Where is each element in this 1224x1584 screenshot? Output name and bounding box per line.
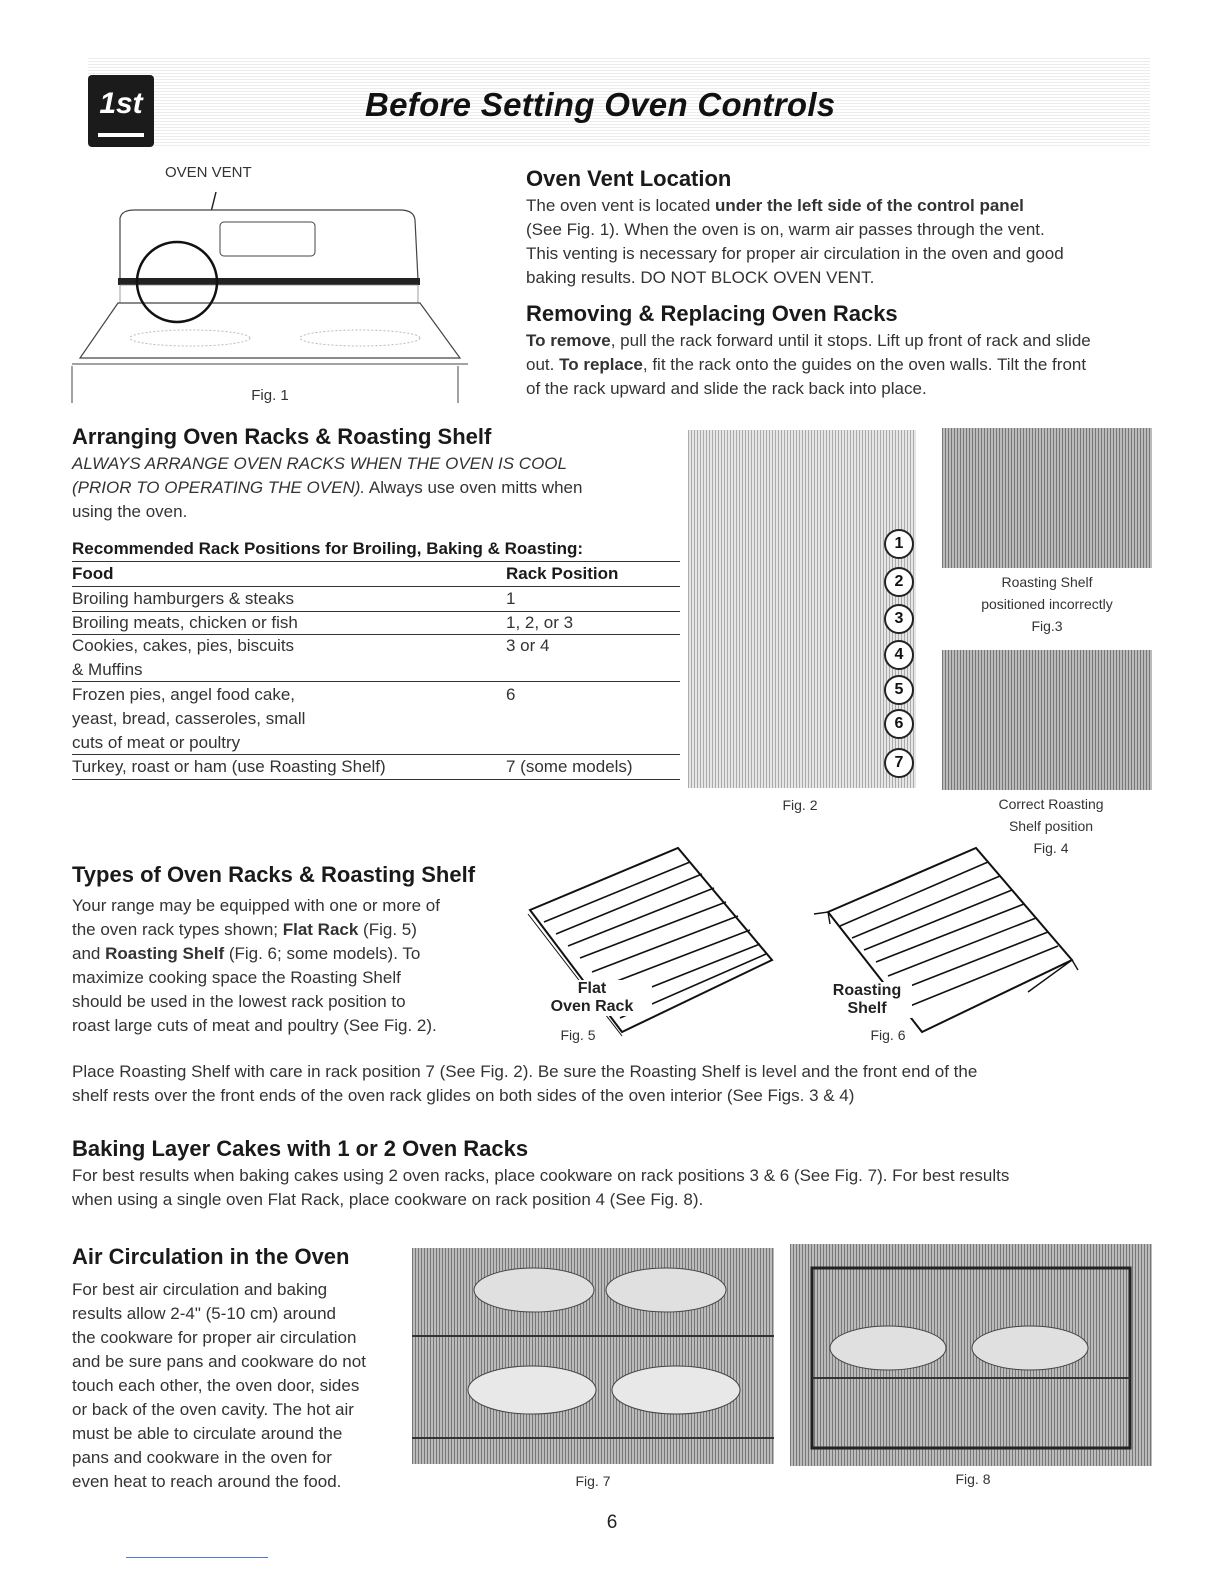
row-position: 6 (506, 685, 516, 704)
vent-line-1: The oven vent is located (526, 196, 716, 215)
remove-text: , pull the rack forward until it stops. Lift up front of rack and slide (610, 331, 1091, 350)
fig4-caption-line-3: Fig. 4 (1033, 840, 1069, 856)
air-line: pans and cookware in the oven for (72, 1448, 332, 1467)
row-position: 7 (some models) (506, 757, 633, 776)
fig3-caption-line-1: Roasting Shelf (1001, 574, 1093, 590)
fig5-label (532, 980, 652, 1016)
fig8-caption: Fig. 8 (955, 1471, 991, 1487)
oven-vent-label: OVEN VENT (165, 164, 252, 181)
flat-rack-bold: Flat Rack (282, 920, 359, 939)
arranging-italic-1: ALWAYS ARRANGE OVEN RACKS WHEN THE OVEN IS COOL (72, 454, 567, 473)
place-line-2: shelf rests over the front ends of the oven rack glides on both sides of the oven interior (See Figs. 3 & 4) (72, 1086, 855, 1105)
fig6-label-line-1: Roasting (832, 982, 902, 999)
rack-position-4: 4 (884, 640, 914, 670)
removing-paragraph (526, 329, 1156, 401)
fig7-caption: Fig. 7 (575, 1473, 611, 1489)
place-paragraph (72, 1060, 1162, 1108)
row-position: 3 or 4 (506, 636, 550, 655)
baking-line-1: For best results when baking cakes using 2 oven racks, place cookware on rack positions 3 & 6 (See Fig. 7). For best results (72, 1166, 1010, 1185)
fig3-caption (932, 571, 1162, 637)
rack-position-5: 5 (884, 675, 914, 705)
row-food: Broiling meats, chicken or fish (72, 613, 298, 632)
arranging-italic-2: (PRIOR TO OPERATING THE OVEN). (72, 478, 366, 497)
removing-heading: Removing & Replacing Oven Racks (526, 301, 898, 326)
types-line-1: Your range may be equipped with one or more of (72, 896, 440, 915)
types-heading: Types of Oven Racks & Roasting Shelf (72, 862, 476, 887)
table-rule-bottom (72, 779, 680, 780)
rack-position-1: 1 (884, 529, 914, 559)
page-number: 6 (606, 1512, 618, 1533)
vent-line-3: This venting is necessary for proper air circulation in the oven and good (526, 244, 1064, 263)
air-line: For best air circulation and baking (72, 1280, 328, 1299)
air-line: must be able to circulate around the (72, 1424, 343, 1443)
row-position: 1 (506, 589, 516, 608)
types-line-6: roast large cuts of meat and poultry (See Fig. 2). (72, 1016, 437, 1035)
fig4-caption-line-2: Shelf position (1008, 818, 1094, 834)
arranging-text-2: Always use oven mitts when (365, 478, 583, 497)
types-line-3-prefix: and (72, 944, 106, 963)
removing-line-3: of the rack upward and slide the rack back into place. (526, 379, 927, 398)
fig3-roasting-shelf-incorrect-photo (942, 428, 1152, 568)
replace-text: , fit the rack onto the guides on the oven walls. Tilt the front (642, 355, 1087, 374)
air-line: or back of the oven cavity. The hot air (72, 1400, 354, 1419)
arranging-paragraph (72, 452, 682, 524)
air-line: the cookware for proper air circulation (72, 1328, 357, 1347)
rack-position-3: 3 (884, 604, 914, 634)
air-heading: Air Circulation in the Oven (72, 1244, 350, 1269)
arranging-heading: Arranging Oven Racks & Roasting Shelf (72, 424, 492, 449)
vent-heading: Oven Vent Location (526, 166, 732, 191)
fig5-label-line-2: Oven Rack (550, 998, 634, 1015)
types-line-2-prefix: the oven rack types shown; (72, 920, 283, 939)
baking-paragraph (72, 1164, 1162, 1212)
air-line: and be sure pans and cookware do not (72, 1352, 366, 1371)
row-food-line-2: & Muffins (72, 660, 143, 679)
fig7-cake-pans (412, 1248, 774, 1464)
table-title: Recommended Rack Positions for Broiling, Baking & Roasting: (72, 539, 584, 558)
first-step-badge (88, 75, 154, 147)
col-food-header: Food (72, 564, 114, 583)
types-line-3-suffix: (Fig. 6; some models). To (224, 944, 421, 963)
remove-bold: To remove (526, 331, 611, 350)
table-rule (72, 681, 680, 682)
vent-line-2: (See Fig. 1). When the oven is on, warm air passes through the vent. (526, 220, 1045, 239)
fig1-caption: Fig. 1 (251, 387, 289, 404)
fig5-label-line-1: Flat (577, 980, 607, 997)
fig6-label-line-2: Shelf (847, 1000, 887, 1017)
page-title: Before Setting Oven Controls (365, 86, 836, 123)
removing-line-2-prefix: out. (526, 355, 560, 374)
types-line-2-suffix: (Fig. 5) (358, 920, 417, 939)
air-line: touch each other, the oven door, sides (72, 1376, 360, 1395)
fig2-oven-interior-photo (688, 430, 916, 788)
rack-position-7: 7 (884, 748, 914, 778)
baking-line-2: when using a single oven Flat Rack, place cookware on rack position 4 (See Fig. 8). (72, 1190, 704, 1209)
row-food-line-1: Cookies, cakes, pies, biscuits (72, 636, 295, 655)
footer-line (126, 1557, 268, 1558)
vent-line-4: baking results. DO NOT BLOCK OVEN VENT. (526, 268, 875, 287)
place-line-1: Place Roasting Shelf with care in rack position 7 (See Fig. 2). Be sure the Roasting Shelf is level and the front end of the (72, 1062, 978, 1081)
fig4-roasting-shelf-correct-photo (942, 650, 1152, 790)
row-food (72, 634, 492, 682)
rack-position-2: 2 (884, 567, 914, 597)
air-line: results allow 2-4" (5-10 cm) around (72, 1304, 336, 1323)
baking-heading: Baking Layer Cakes with 1 or 2 Oven Racks (72, 1136, 529, 1161)
fig8-cake-pans (790, 1244, 1152, 1466)
types-line-5: should be used in the lowest rack position to (72, 992, 406, 1011)
row-food-line-3: cuts of meat or poultry (72, 733, 241, 752)
vent-line-1-bold: under the left side of the control panel (715, 196, 1024, 215)
fig2-caption: Fig. 2 (782, 797, 818, 813)
fig6-label (822, 982, 912, 1018)
types-paragraph (72, 894, 512, 1038)
fig6-caption: Fig. 6 (870, 1027, 906, 1043)
row-position: 1, 2, or 3 (506, 613, 574, 632)
row-food-line-2: yeast, bread, casseroles, small (72, 709, 306, 728)
replace-bold: To replace (559, 355, 643, 374)
rack-position-6: 6 (884, 709, 914, 739)
fig7-two-rack-baking-photo (412, 1248, 774, 1464)
roasting-shelf-bold: Roasting Shelf (105, 944, 225, 963)
col-position-header: Rack Position (506, 564, 619, 583)
fig5-caption: Fig. 5 (560, 1027, 596, 1043)
fig4-caption-line-1: Correct Roasting (998, 796, 1104, 812)
badge-label: 1st (99, 87, 143, 120)
vent-paragraph (526, 194, 1156, 290)
fig3-caption-line-3: Fig.3 (1031, 618, 1063, 634)
fig3-caption-line-2: positioned incorrectly (981, 596, 1113, 612)
badge-underline (98, 133, 144, 137)
row-food: Broiling hamburgers & steaks (72, 589, 295, 608)
types-line-4: maximize cooking space the Roasting Shelf (72, 968, 401, 987)
arranging-text-3: using the oven. (72, 502, 188, 521)
row-food-line-1: Frozen pies, angel food cake, (72, 685, 296, 704)
row-food (72, 683, 492, 755)
fig1-range-illustration (70, 188, 470, 408)
row-food: Turkey, roast or ham (use Roasting Shelf) (72, 757, 386, 776)
air-line: even heat to reach around the food. (72, 1472, 342, 1491)
air-paragraph (72, 1278, 392, 1494)
fig8-single-rack-baking-photo (790, 1244, 1152, 1466)
